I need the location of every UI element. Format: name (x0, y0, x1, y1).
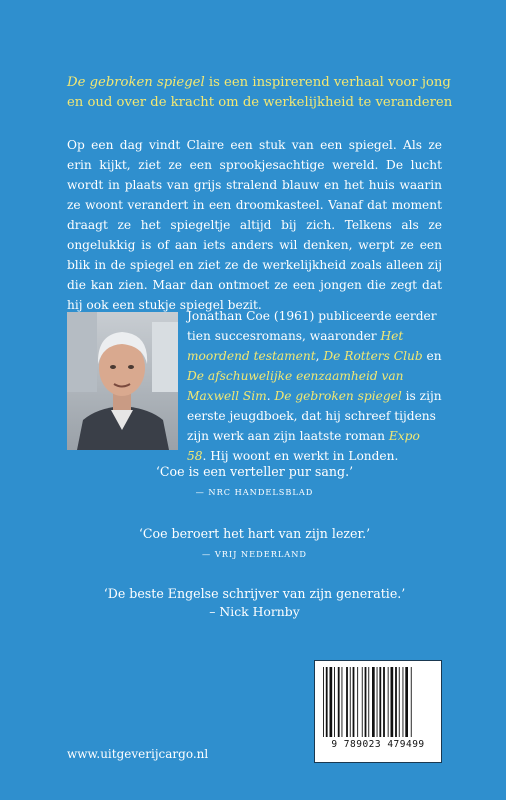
bio-book-title: De Rotters Club (323, 349, 423, 363)
review-quote (67, 463, 442, 499)
bio-text: Jonathan Coe (1961) publiceerde eerder tien succesromans, waaronder (187, 309, 437, 343)
blurb-paragraph: Op een dag vindt Claire een stuk van een spiegel. Als ze erin kijkt, ziet ze een sprookjesachtige wereld. De lucht wordt in plaats van grijs stralend blauw en het huis waarin ze woont verandert in een droomkasteel. Vanaf dat moment draagt ze het spiegeltje altijd bij zich. Telkens als ze ongelukkig is of aan iets anders wil denken, werpt ze een blik in de spiegel en ziet ze de werkelijkheid zoals alleen zij die kan zien. Maar dan ontmoet ze een jongen die zegt dat hij ook een stukje spiegel bezit. (67, 138, 442, 312)
quote-text: ‘Coe is een verteller pur sang.’ (155, 464, 354, 479)
isbn-number: 9 789023 479499 (331, 739, 425, 750)
barcode (314, 660, 442, 763)
bio-text: . Hij woont en werkt in Londen. (202, 449, 399, 463)
intro-text: is een inspirerend verhaal voor jong en oud over de kracht om de werkelijkheid te veranderen (67, 75, 453, 110)
bio-book-title: De afschuwelijke eenzaamheid van Maxwell Sim (187, 369, 404, 403)
quote-text: ‘Coe beroert het hart van zijn lezer.’ (138, 526, 371, 541)
quote-source: — VRIJ NEDERLAND (202, 549, 307, 559)
bio-text: en (422, 349, 442, 363)
barcode-bars (323, 667, 433, 737)
blurb (67, 135, 442, 315)
review-quote (67, 585, 442, 619)
author-bio (187, 306, 442, 466)
bio-text: . (266, 389, 275, 403)
bio-book-title: Expo 58 (187, 429, 420, 463)
quote-source: – Nick Hornby (209, 604, 300, 619)
quote-text: ‘De beste Engelse schrijver van zijn generatie.’ (103, 586, 406, 601)
bio-book-title: De gebroken spiegel (274, 389, 402, 403)
review-quote (67, 525, 442, 561)
intro-tagline (67, 73, 467, 113)
bio-text: is zijn eerste jeugdboek, dat hij schreef tijdens zijn werk aan zijn laatste roman (187, 389, 442, 443)
bio-text: , (315, 349, 324, 363)
publisher-website[interactable]: www.uitgeverijcargo.nl (67, 747, 209, 761)
quote-source: — NRC HANDELSBLAD (195, 487, 314, 497)
bio-book-title: Het moordend testament (187, 329, 404, 363)
intro-book-title: De gebroken spiegel (67, 75, 205, 90)
author-photo (67, 312, 178, 450)
